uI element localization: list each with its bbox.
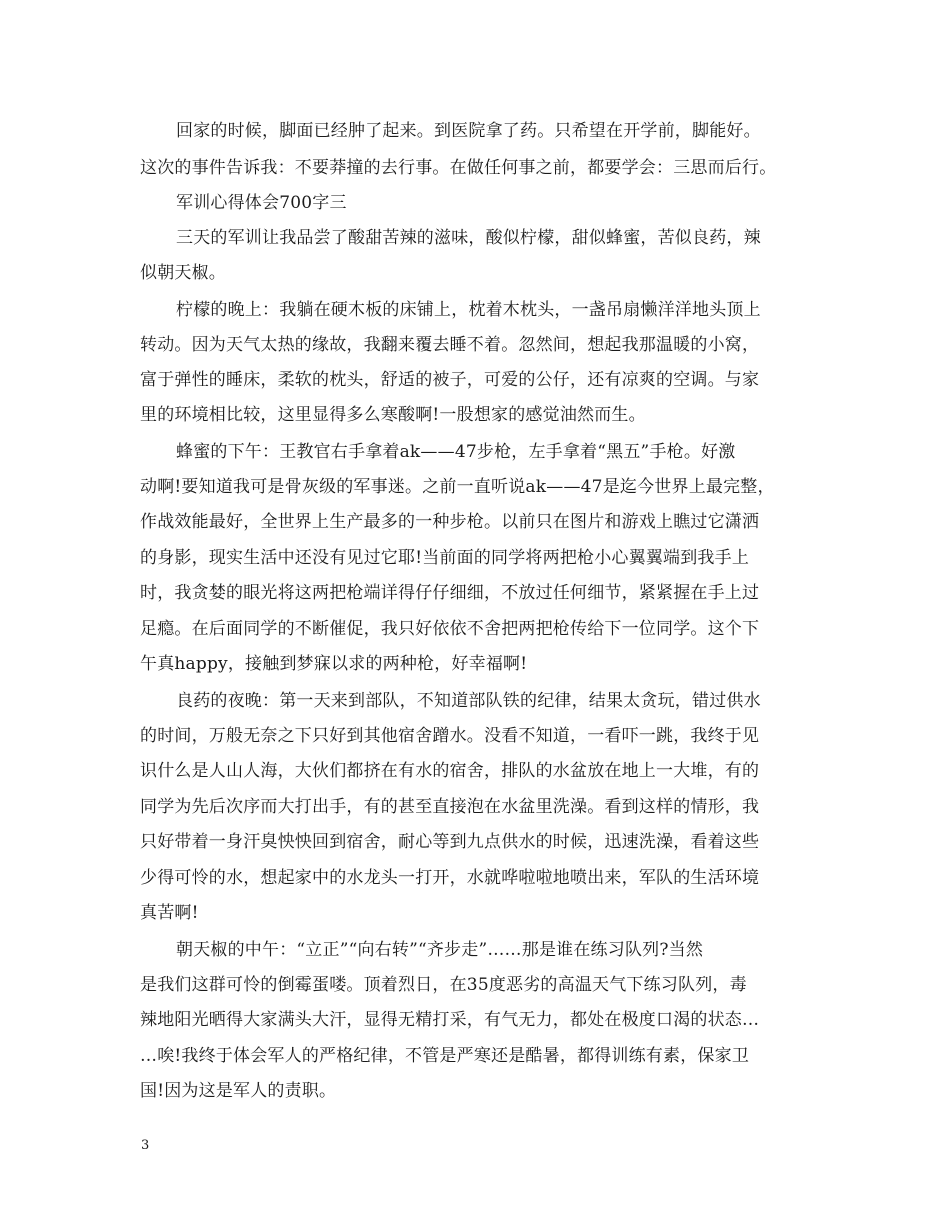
text-line: 辣地阳光晒得大家满头大汗，显得无精打采，有气无力，都处在极度口渴的状态… bbox=[140, 1010, 760, 1030]
text-line: 作战效能最好，全世界上生产最多的一种步枪。以前只在图片和游戏上瞧过它潇洒 bbox=[140, 512, 760, 532]
text-line: 的身影，现实生活中还没有见过它耶!当前面的同学将两把枪小心翼翼端到我手上 bbox=[140, 548, 750, 568]
text-line: 转动。因为天气太热的缘故，我翻来覆去睡不着。忽然间，想起我那温暖的小窝， bbox=[140, 335, 760, 355]
text-line: 动啊!要知道我可是骨灰级的军事迷。之前一直听说ak——47是迄今世界上最完整， bbox=[140, 477, 775, 497]
text-line: 足瘾。在后面同学的不断催促，我只好依依不舍把两把枪传给下一位同学。这个下 bbox=[140, 619, 760, 639]
text-line: 是我们这群可怜的倒霉蛋喽。顶着烈日，在35度恶劣的高温天气下练习队列，毒 bbox=[140, 975, 747, 995]
text-line: 里的环境相比较，这里显得多么寒酸啊!一股想家的感觉油然而生。 bbox=[140, 405, 646, 425]
text-line: 柠檬的晚上：我躺在硬木板的床铺上，枕着木枕头，一盏吊扇懒洋洋地头顶上 bbox=[176, 300, 761, 320]
text-line: 蜂蜜的下午：王教官右手拿着ak——47步枪，左手拿着“黑五”手枪。好激 bbox=[176, 442, 736, 462]
text-line: 三天的军训让我品尝了酸甜苦辣的滋味，酸似柠檬，甜似蜂蜜，苦似良药，辣 bbox=[176, 228, 761, 248]
text-line: 真苦啊! bbox=[140, 903, 199, 923]
section-heading: 军训心得体会700字三 bbox=[176, 193, 347, 213]
text-line: 少得可怜的水，想起家中的水龙头一打开，水就哗啦啦地喷出来，军队的生活环境 bbox=[140, 868, 760, 888]
text-line: …唉!我终于体会军人的严格纪律，不管是严寒还是酷暑，都得训练有素，保家卫 bbox=[140, 1046, 750, 1066]
text-line: 国!因为这是军人的责职。 bbox=[140, 1081, 337, 1101]
text-line: 识什么是人山人海，大伙们都挤在有水的宿舍，排队的水盆放在地上一大堆，有的 bbox=[140, 761, 760, 781]
text-line: 似朝天椒。 bbox=[140, 263, 226, 283]
text-line: 这次的事件告诉我：不要莽撞的去行事。在做任何事之前，都要学会：三思而后行。 bbox=[140, 158, 777, 178]
text-line: 同学为先后次序而大打出手，有的甚至直接泡在水盆里洗澡。看到这样的情形，我 bbox=[140, 797, 760, 817]
text-line: 良药的夜晚：第一天来到部队，不知道部队铁的纪律，结果太贪玩，错过供水 bbox=[176, 691, 761, 711]
text-line: 午真happy，接触到梦寐以求的两种枪，好幸福啊! bbox=[140, 654, 528, 674]
page-number: 3 bbox=[141, 1138, 150, 1153]
text-line: 时，我贪婪的眼光将这两把枪端详得仔仔细细，不放过任何细节，紧紧握在手上过 bbox=[140, 583, 760, 603]
text-line: 的时间，万般无奈之下只好到其他宿舍蹭水。没看不知道，一看吓一跳，我终于见 bbox=[140, 726, 760, 746]
text-line: 回家的时候，脚面已经肿了起来。到医院拿了药。只希望在开学前，脚能好。 bbox=[176, 121, 761, 141]
text-line: 富于弹性的睡床，柔软的枕头，舒适的被子，可爱的公仔，还有凉爽的空调。与家 bbox=[140, 370, 760, 390]
text-line: 朝天椒的中午：“立正”“向右转”“齐步走”……那是谁在练习队列?当然 bbox=[176, 940, 704, 960]
text-line: 只好带着一身汗臭怏怏回到宿舍，耐心等到九点供水的时候，迅速洗澡，看着这些 bbox=[140, 832, 760, 852]
